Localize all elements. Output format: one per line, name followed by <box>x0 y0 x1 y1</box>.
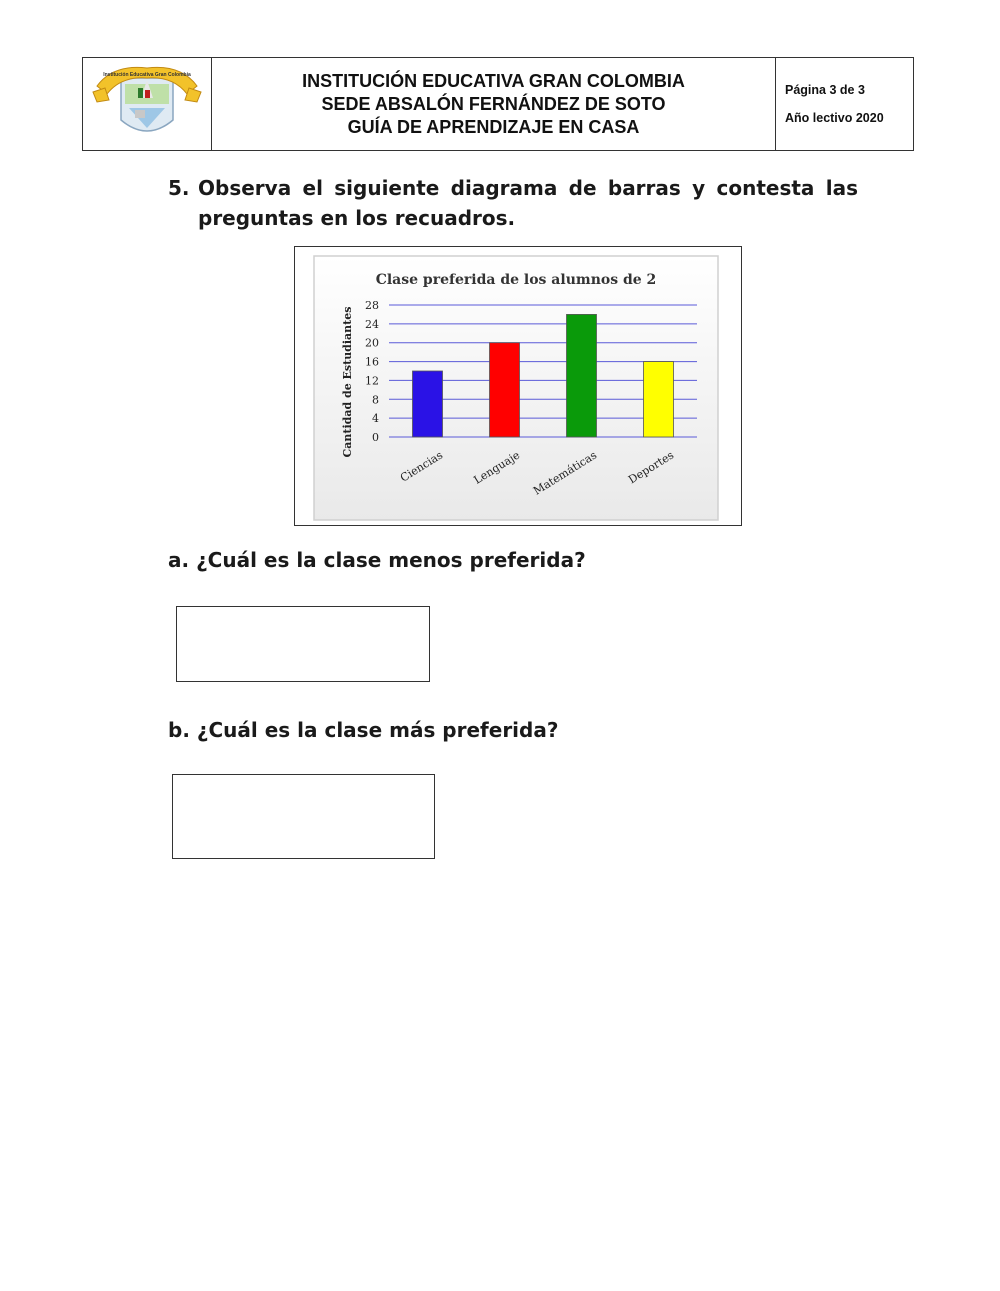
bar-chart <box>295 247 741 525</box>
answer-box-a[interactable] <box>176 606 430 682</box>
question-b-letter: b. <box>168 718 190 742</box>
y-tick-label: 4 <box>372 412 379 426</box>
bar-lenguaje <box>490 343 520 437</box>
bar-ciencias <box>413 371 443 437</box>
document-header <box>82 57 914 151</box>
question-b <box>168 718 558 742</box>
y-tick-label: 8 <box>372 393 379 407</box>
question-a-text: ¿Cuál es la clase menos preferida? <box>196 548 586 572</box>
x-tick-label: Lenguaje <box>471 448 523 487</box>
question-5 <box>168 173 858 233</box>
y-tick-label: 20 <box>365 336 379 350</box>
school-year: Año lectivo 2020 <box>785 111 884 125</box>
x-tick-label: Ciencias <box>397 448 446 485</box>
question-5-text: Observa el siguiente diagrama de barras y contesta las preguntas en los recuadros. <box>198 176 858 230</box>
y-tick-label: 12 <box>365 374 379 388</box>
x-tick-label: Matemáticas <box>531 448 600 498</box>
guide-title: GUÍA DE APRENDIZAJE EN CASA <box>347 116 640 137</box>
bar-matemáticas <box>567 314 597 437</box>
header-meta-cell <box>776 58 913 150</box>
page-number: Página 3 de 3 <box>785 83 865 97</box>
campus-name: SEDE ABSALÓN FERNÁNDEZ DE SOTO <box>321 93 666 114</box>
question-a <box>168 548 586 572</box>
logo-cell <box>83 58 212 150</box>
institution-name: INSTITUCIÓN EDUCATIVA GRAN COLOMBIA <box>302 70 685 91</box>
bar-chart-frame <box>294 246 742 526</box>
question-5-number: 5. <box>168 176 190 200</box>
y-tick-label: 0 <box>372 431 379 444</box>
y-axis-label: Cantidad de Estudiantes <box>341 306 354 458</box>
question-a-letter: a. <box>168 548 190 572</box>
y-tick-label: 24 <box>365 317 379 331</box>
bar-deportes <box>644 362 674 437</box>
chart-title: Clase preferida de los alumnos de 2 <box>375 272 657 288</box>
header-title-cell <box>212 58 776 150</box>
question-b-text: ¿Cuál es la clase más preferida? <box>196 718 559 742</box>
school-logo <box>83 58 211 150</box>
x-tick-label: Deportes <box>626 448 677 487</box>
y-tick-label: 16 <box>365 355 379 369</box>
y-tick-label: 28 <box>365 299 379 312</box>
answer-box-b[interactable] <box>172 774 435 859</box>
logo-lettering: Institución Educativa Gran Colombia <box>103 72 191 78</box>
